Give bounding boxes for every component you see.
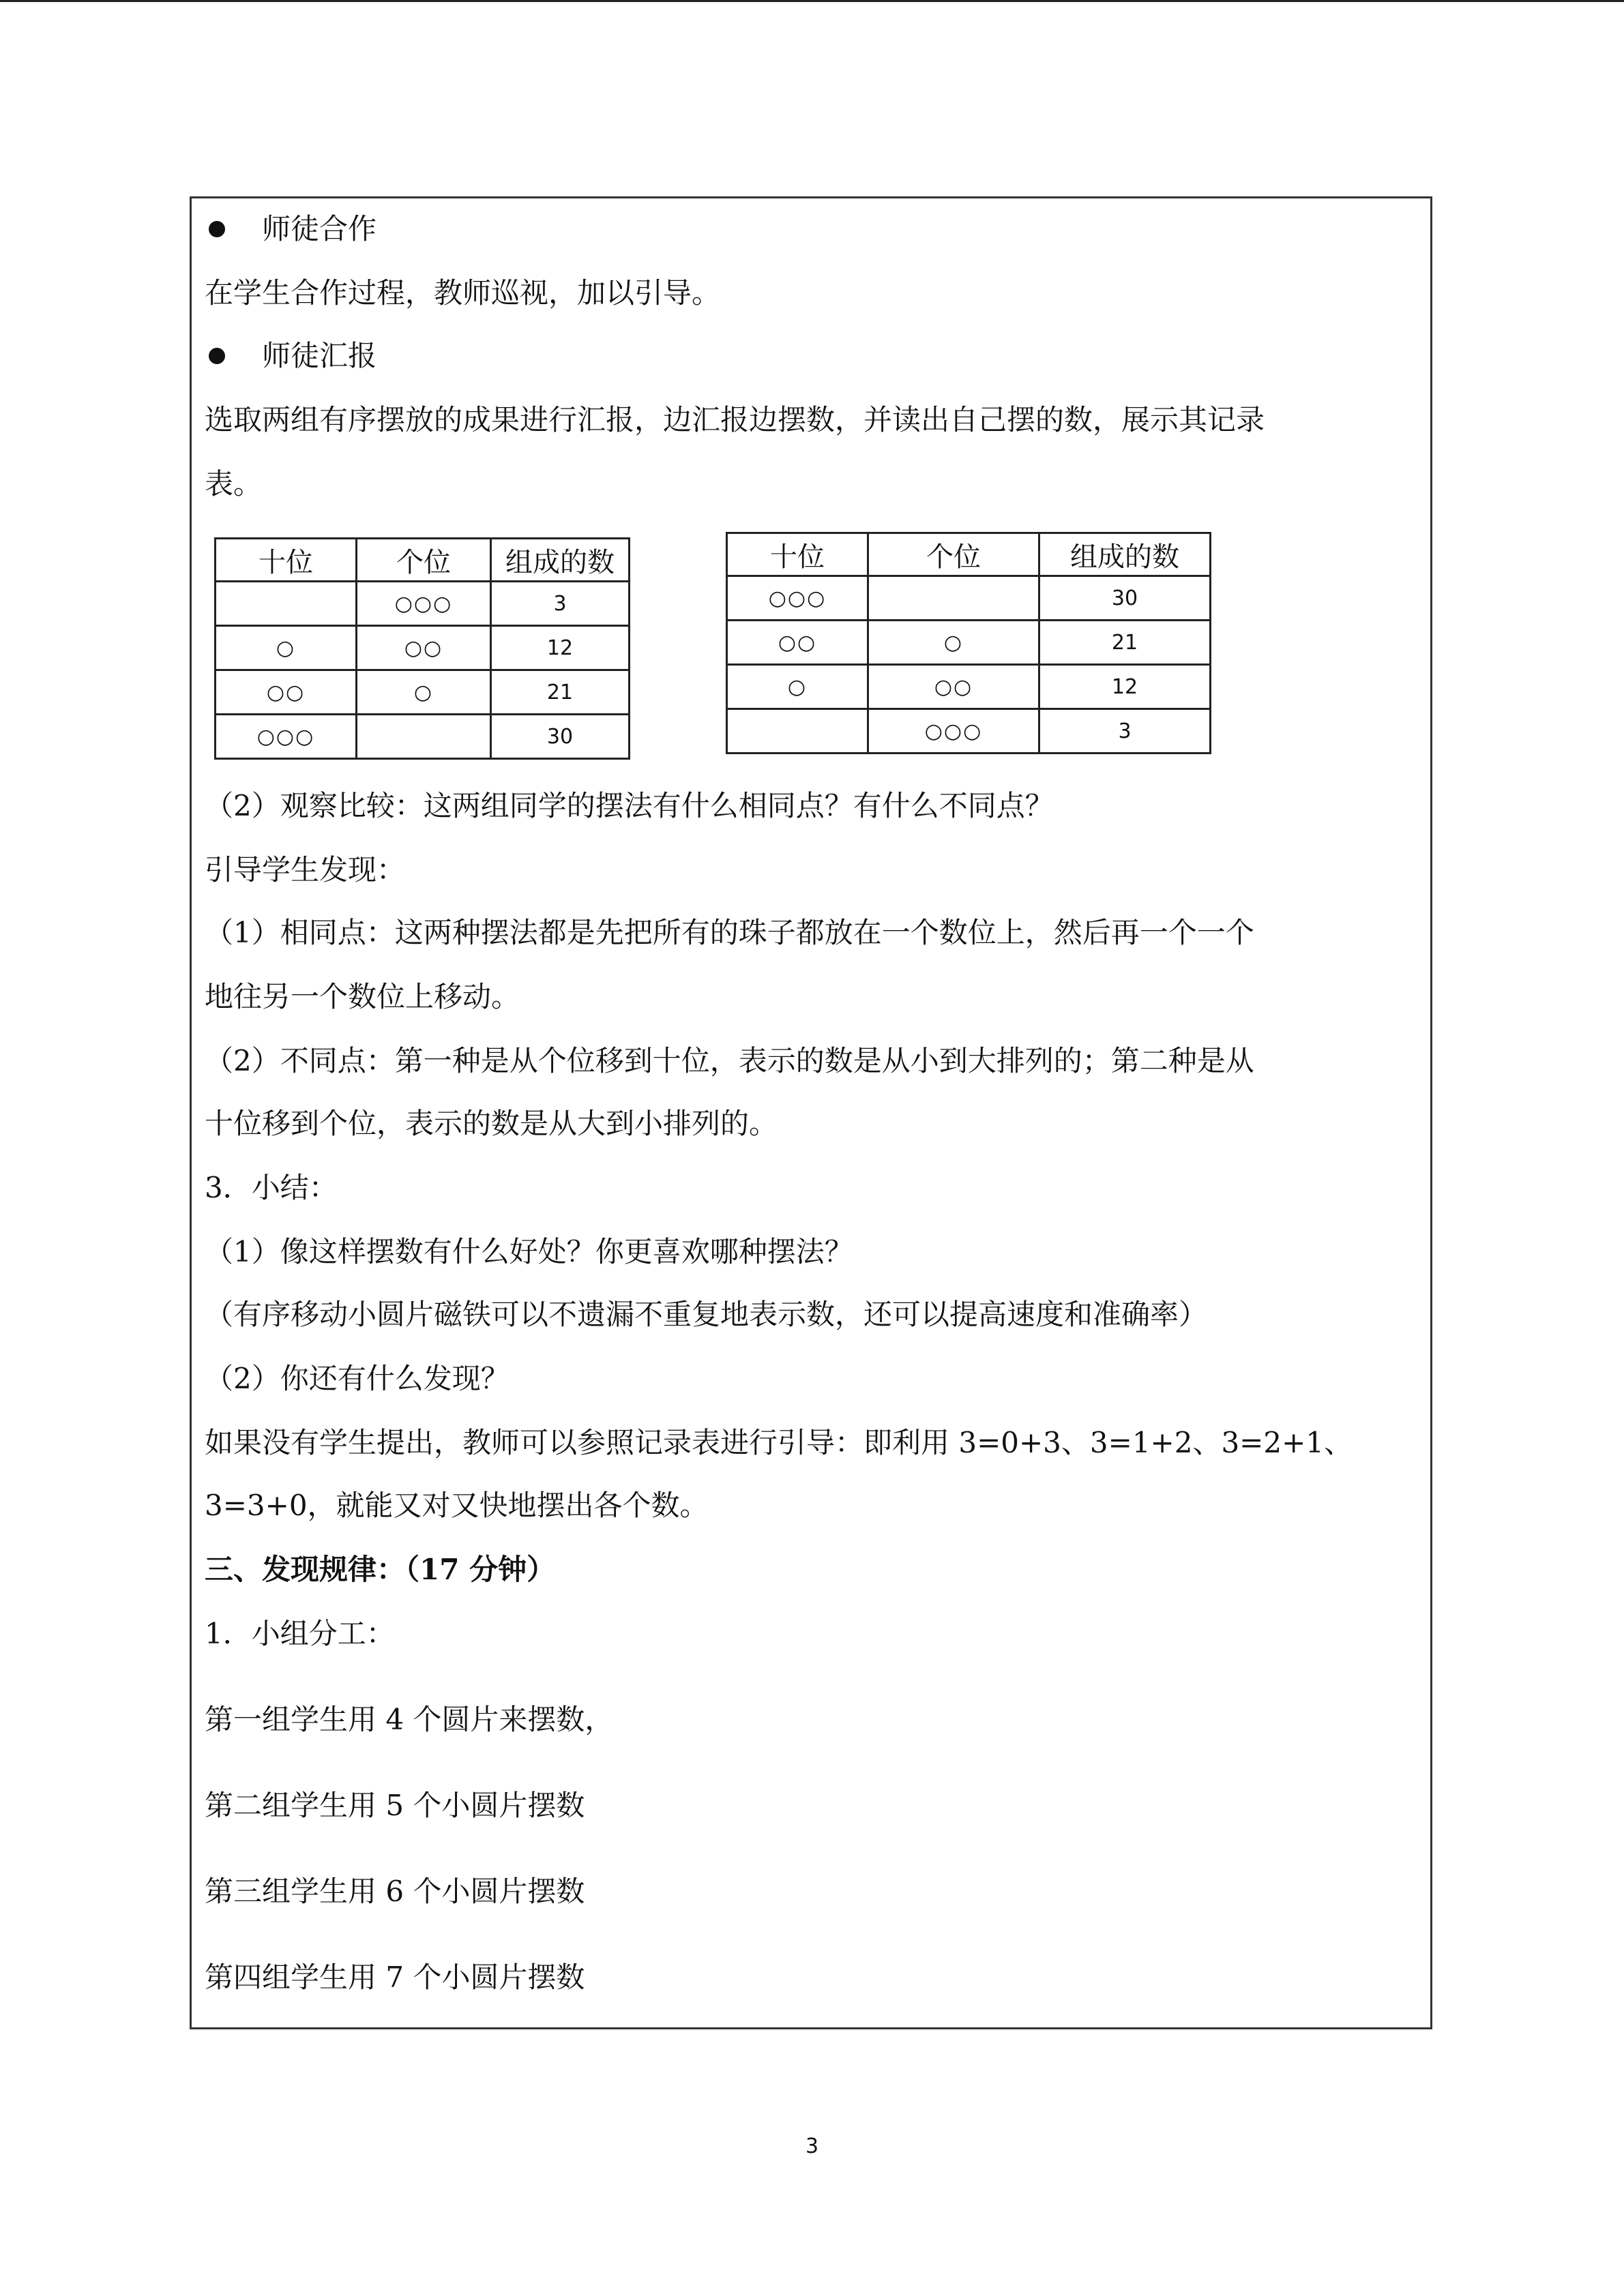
table-row: [727, 665, 1211, 709]
paragraph: 如果没有学生提出，教师可以参照记录表进行引导：即利用 3=0+3、3=1+2、3=2+1、: [205, 1426, 1353, 1459]
table-row: [727, 621, 1211, 665]
table-cell: [868, 576, 1039, 621]
table-cell: 30: [491, 715, 630, 759]
table-cell: 30: [1039, 576, 1211, 621]
paragraph: （1）像这样摆数有什么好处？你更喜欢哪种摆法？: [205, 1235, 853, 1268]
paragraph: （1）相同点：这两种摆法都是先把所有的珠子都放在一个数位上，然后再一个一个: [205, 916, 1254, 949]
table-cell: ○○: [868, 665, 1039, 709]
paragraph: 地往另一个数位上移动。: [205, 980, 520, 1013]
paragraph: 3．小结：: [205, 1171, 338, 1204]
paragraph: （有序移动小圆片磁铁可以不遗漏不重复地表示数，还可以提高速度和准确率）: [205, 1298, 1208, 1331]
header-cell: 个位: [868, 533, 1039, 576]
bullet-heading-cooperation: 师徒合作: [205, 210, 377, 248]
group-task: 第三组学生用 6 个小圆片摆数: [205, 1875, 585, 1908]
table-header-row: [216, 539, 630, 582]
table-cell: ○○○: [727, 576, 868, 621]
paragraph: 十位移到个位，表示的数是从大到小排列的。: [205, 1107, 778, 1140]
table-cell: ○○: [727, 621, 868, 665]
paragraph: （2）你还有什么发现？: [205, 1362, 510, 1395]
table-cell: ○: [357, 670, 491, 715]
table-cell: ○○○: [357, 582, 491, 626]
table-cell: ○: [216, 626, 357, 670]
group-task: 第四组学生用 7 个小圆片摆数: [205, 1960, 585, 1994]
paragraph: （2）不同点：第一种是从个位移到十位，表示的数是从小到大排列的；第二种是从: [205, 1044, 1254, 1077]
header-cell: 组成的数: [491, 539, 630, 582]
table-row: [216, 715, 630, 759]
table-row: [216, 626, 630, 670]
table-row: [727, 576, 1211, 621]
table-cell: [727, 709, 868, 754]
table-cell: ○○: [357, 626, 491, 670]
table-cell: 21: [1039, 621, 1211, 665]
header-cell: 个位: [357, 539, 491, 582]
table-cell: 12: [491, 626, 630, 670]
table-cell: ○: [727, 665, 868, 709]
table-cell: ○○: [216, 670, 357, 715]
table-row: [727, 709, 1211, 754]
header-cell: 十位: [727, 533, 868, 576]
table-row: [216, 670, 630, 715]
section-heading: 三、发现规律：（17 分钟）: [205, 1553, 556, 1586]
paragraph: 表。: [205, 467, 263, 501]
group-task: 第二组学生用 5 个小圆片摆数: [205, 1789, 585, 1822]
paragraph: （2）观察比较：这两组同学的摆法有什么相同点？有什么不同点？: [205, 789, 1054, 822]
top-rule: [0, 0, 1624, 2]
table-cell: [357, 715, 491, 759]
table-cell: 12: [1039, 665, 1211, 709]
table-cell: [216, 582, 357, 626]
table-cell: 3: [1039, 709, 1211, 754]
header-cell: 十位: [216, 539, 357, 582]
table-cell: 3: [491, 582, 630, 626]
table-row: [216, 582, 630, 626]
table-cell: ○○○: [868, 709, 1039, 754]
paragraph: 3=3+0，就能又对又快地摆出各个数。: [205, 1489, 709, 1522]
record-table-2: [726, 532, 1211, 754]
header-cell: 组成的数: [1039, 533, 1211, 576]
table-cell: 21: [491, 670, 630, 715]
page-number: 3: [805, 2134, 819, 2158]
record-table-1: [214, 537, 630, 760]
table-cell: ○: [868, 621, 1039, 665]
bullet-heading-report: 师徒汇报: [205, 337, 377, 375]
paragraph: 选取两组有序摆放的成果进行汇报，边汇报边摆数，并读出自己摆的数，展示其记录: [205, 403, 1265, 436]
table-cell: ○○○: [216, 715, 357, 759]
paragraph: 引导学生发现：: [205, 853, 406, 886]
paragraph: 在学生合作过程，教师巡视，加以引导。: [205, 276, 721, 310]
group-task: 第一组学生用 4 个圆片来摆数，: [205, 1703, 614, 1736]
paragraph: 1．小组分工：: [205, 1617, 395, 1650]
table-header-row: [727, 533, 1211, 576]
